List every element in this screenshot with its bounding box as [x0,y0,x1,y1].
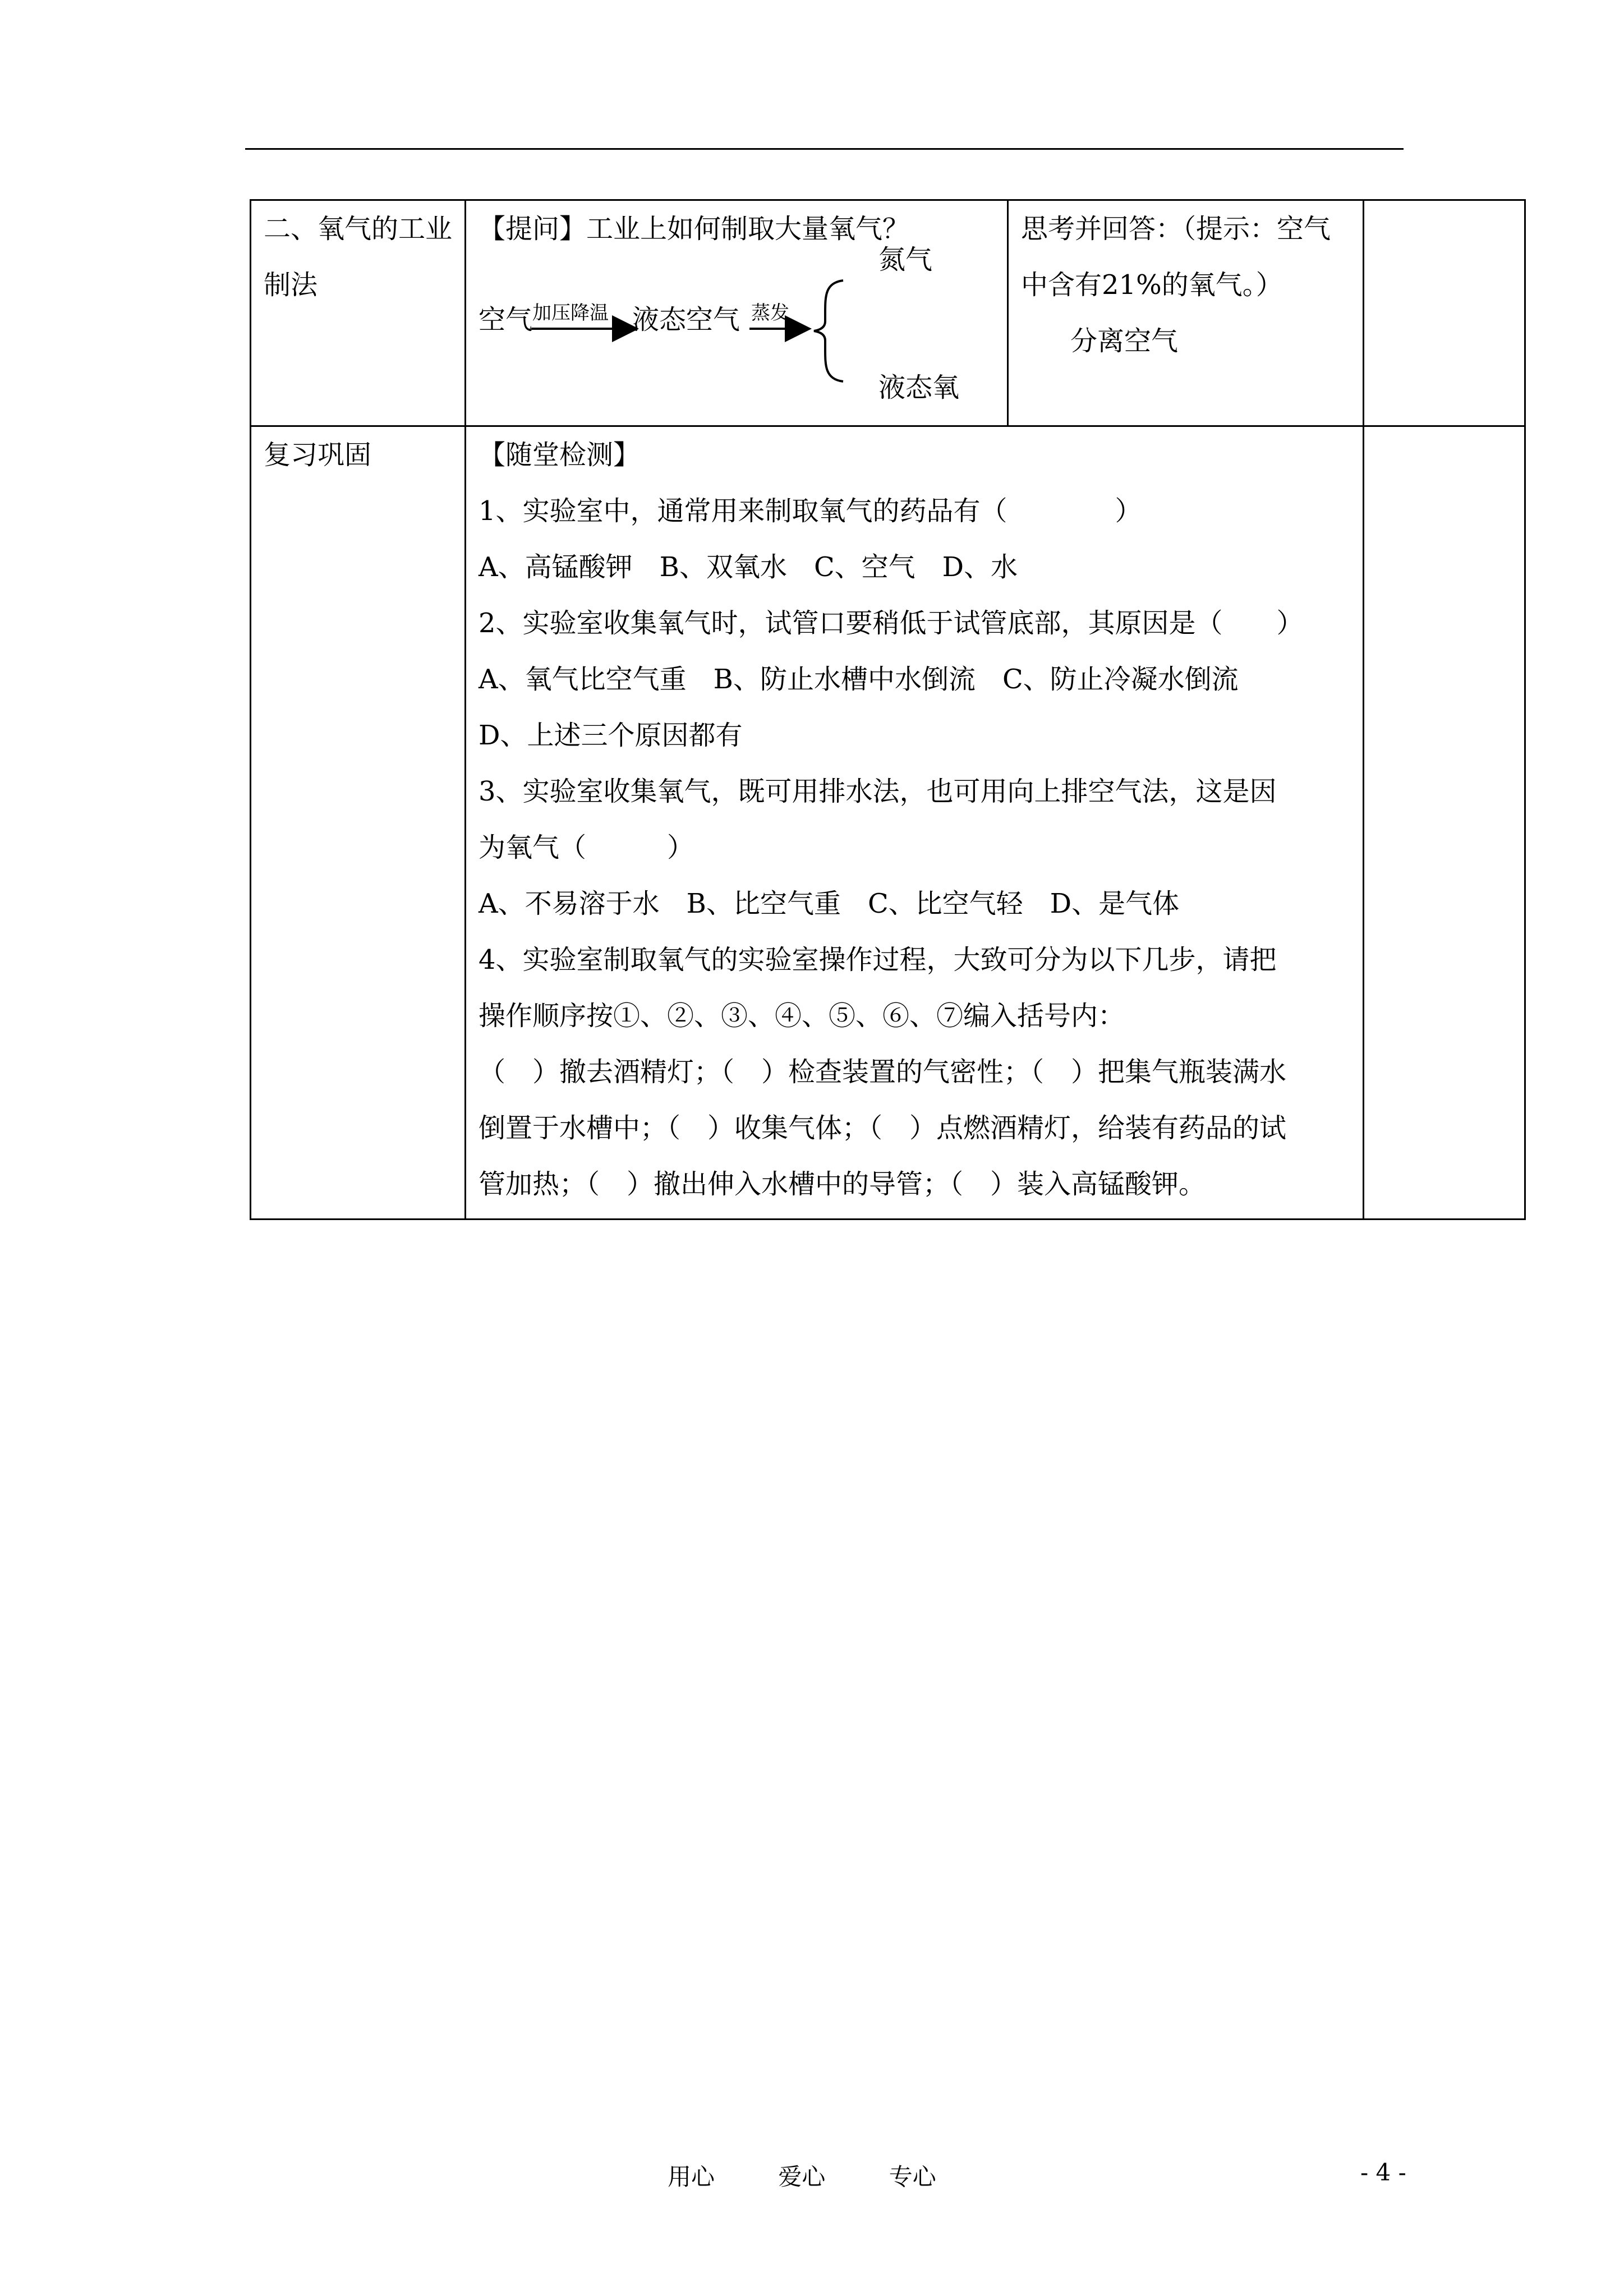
empty-cell [1364,200,1525,426]
footer-right: 专心 [889,2163,936,2191]
quiz-line: 倒置于水槽中；（ ）收集气体；（ ）点燃酒精灯，给装有药品的试 [479,1112,1287,1144]
quiz-line: 4、实验室制取氧气的实验室操作过程，大致可分为以下几步，请把 [479,944,1277,976]
stage-cell [251,426,466,1220]
quiz-line: 管加热；（ ）撤出伸入水槽中的导管；（ ）装入高锰酸钾。 [479,1168,1206,1200]
quiz-line: 1、实验室中，通常用来制取氧气的药品有（ ） [479,495,1142,527]
quiz-line: （ ）撤去酒精灯；（ ）检查装置的气密性；（ ）把集气瓶装满水 [479,1056,1287,1088]
table-row [251,200,1525,426]
prompt-text: 【提问】工业上如何制取大量氧气？ [479,213,910,245]
flow-product-top: 氮气 [878,244,933,275]
activity-cell [466,200,1008,426]
footer-left: 用心 [668,2163,715,2191]
page-number: - 4 - [1360,2159,1406,2186]
quiz-line: 为氧气（ ） [479,832,694,863]
quiz-title: 【随堂检测】 [479,439,641,471]
quiz-line: 3、实验室收集氧气，既可用排水法，也可用向上排空气法，这是因 [479,776,1277,807]
quiz-line: A、氧气比空气重 B、防止水槽中水倒流 C、防止冷凝水倒流 [479,664,1239,695]
empty-cell [1364,426,1525,1220]
flow-brace [814,280,843,381]
lesson-table [250,199,1526,1220]
student-conclusion: 分离空气 [1070,325,1179,357]
quiz-line: 2、实验室收集氧气时，试管口要稍低于试管底部，其原因是（ ） [479,608,1304,639]
flow-start: 空气 [479,304,533,335]
quiz-line: A、高锰酸钾 B、双氧水 C、空气 D、水 [479,551,1018,583]
footer-motto [668,2159,992,2192]
flow-middle: 液态空气 [632,304,740,335]
stage-label: 二、氧气的工业制法 [264,213,453,301]
flow-step2-label: 蒸发 [751,302,789,324]
flow-product-bottom: 液态氧 [878,372,960,403]
quiz-line: D、上述三个原因都有 [479,720,743,751]
quiz-cell [466,426,1364,1220]
process-flow [466,244,1007,425]
stage-cell [251,200,466,426]
header-rule [245,148,1404,150]
footer-middle: 爱心 [778,2163,826,2191]
table-row [251,426,1525,1220]
student-cell [1008,200,1364,426]
student-answer: 思考并回答：（提示：空气中含有21%的氧气。） [1021,213,1331,301]
quiz-line: 操作顺序按①、②、③、④、⑤、⑥、⑦编入括号内： [479,1000,1125,1032]
flow-arrows [466,257,1009,425]
flow-step1-label: 加压降温 [532,302,609,324]
quiz-line: A、不易溶于水 B、比空气重 C、比空气轻 D、是气体 [479,888,1180,919]
stage-label: 复习巩固 [264,439,372,471]
